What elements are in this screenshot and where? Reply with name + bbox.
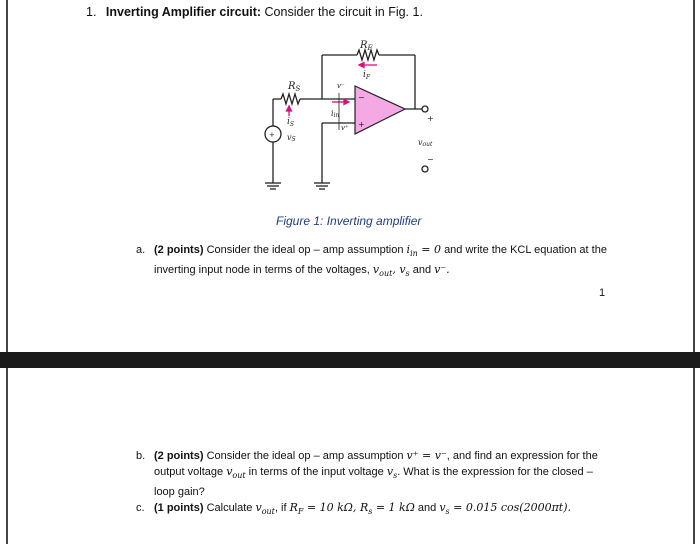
text: loop gain?: [154, 486, 205, 499]
page-border: [693, 368, 695, 544]
vminus-label: v⁻: [337, 82, 345, 90]
svg-text:iin: [331, 109, 339, 119]
question-intro: Consider the circuit in Fig. 1.: [264, 5, 423, 19]
math: = 0.015 cos(2000πt).: [453, 501, 572, 514]
opamp-minus: −: [358, 93, 365, 102]
svg-text:iS: [287, 117, 294, 128]
rf-label: R: [360, 40, 368, 51]
math: = 0: [421, 243, 441, 256]
vout-label: v: [418, 138, 423, 147]
part-a-points: (2 points): [154, 244, 204, 256]
math-sub: in: [410, 249, 418, 259]
part-a-letter: a.: [136, 244, 146, 256]
circuit-diagram: [255, 38, 445, 190]
vs-label: v: [287, 133, 292, 142]
math: v: [386, 465, 394, 478]
if-label: i: [363, 70, 366, 80]
math-sub: s: [368, 507, 373, 517]
text: Calculate: [206, 502, 253, 514]
math-sub: s: [393, 471, 398, 481]
out-minus: −: [427, 155, 434, 164]
math: v: [399, 263, 406, 277]
text: in terms of the input voltage: [248, 466, 384, 478]
math: v: [226, 465, 233, 478]
iin-arrow-icon: [344, 100, 349, 105]
question-title: Inverting Amplifier circuit:: [105, 5, 262, 19]
math-sub: F: [297, 507, 304, 517]
output-terminal-plus: [422, 106, 428, 112]
text: and: [412, 264, 432, 277]
vplus-label: v⁺: [341, 124, 349, 132]
page-border: [6, 368, 8, 544]
math: = 10 kΩ,: [306, 501, 357, 514]
math: R: [359, 501, 369, 514]
question-heading: [86, 5, 423, 19]
rs-sub: S: [295, 85, 301, 93]
vs-sub: S: [291, 136, 296, 143]
is-label: i: [287, 117, 290, 127]
math: v: [255, 501, 262, 514]
part-c-letter: c.: [136, 502, 145, 514]
text: and: [417, 502, 437, 514]
page-separator: [0, 352, 700, 368]
is-arrow-icon: [287, 106, 292, 111]
out-plus: +: [427, 114, 434, 123]
text: Consider the ideal op – amp assumption: [206, 244, 404, 256]
input-resistor: [281, 94, 300, 104]
math: R: [289, 501, 298, 514]
math: i: [406, 243, 411, 256]
page-number: 1: [599, 287, 606, 299]
math-sub: out: [261, 507, 275, 517]
text: , and find an expression for the: [446, 450, 598, 462]
text: inverting input node in terms of the voltages,: [154, 264, 370, 277]
text: , if: [274, 502, 287, 514]
vout-sub: out: [422, 141, 433, 148]
iin-sub: in: [333, 112, 340, 119]
math: v: [439, 501, 446, 514]
rf-sub: F: [367, 44, 373, 52]
math: v⁺ = v⁻: [406, 449, 447, 462]
part-c-points: (1 points): [154, 502, 204, 514]
math-sub: s: [445, 507, 450, 517]
text: and write the KCL equation at the: [444, 244, 607, 256]
page-border: [693, 0, 695, 352]
figure-caption: Figure 1: Inverting amplifier: [276, 214, 422, 228]
math-sub: s: [405, 269, 410, 279]
part-b-letter: b.: [136, 450, 146, 462]
is-sub: S: [289, 121, 295, 128]
part-b-points: (2 points): [154, 450, 204, 462]
page-border: [6, 0, 8, 352]
rs-label: R: [288, 81, 296, 92]
opamp-plus: +: [358, 120, 365, 129]
math: v⁻.: [434, 263, 450, 277]
text: Consider the ideal op – amp assumption: [206, 450, 404, 462]
svg-text:vout: [418, 138, 433, 148]
output-terminal-minus: [422, 166, 428, 172]
math-sub: out: [379, 269, 393, 279]
text: . What is the expression for the closed –: [397, 466, 593, 478]
svg-text:vS: [287, 133, 296, 143]
iin-label: i: [331, 109, 334, 118]
question-number: 1.: [86, 5, 97, 19]
if-arrow-icon: [359, 63, 364, 68]
svg-text:RS: [287, 81, 301, 93]
svg-text:RF: [359, 40, 374, 52]
math-sub: out: [232, 471, 246, 481]
if-sub: F: [365, 74, 371, 81]
text: output voltage: [154, 466, 224, 478]
svg-text:iF: [363, 70, 371, 81]
source-polarity: +: [269, 131, 275, 139]
math: v: [372, 263, 380, 277]
math: = 1 kΩ: [375, 501, 415, 514]
